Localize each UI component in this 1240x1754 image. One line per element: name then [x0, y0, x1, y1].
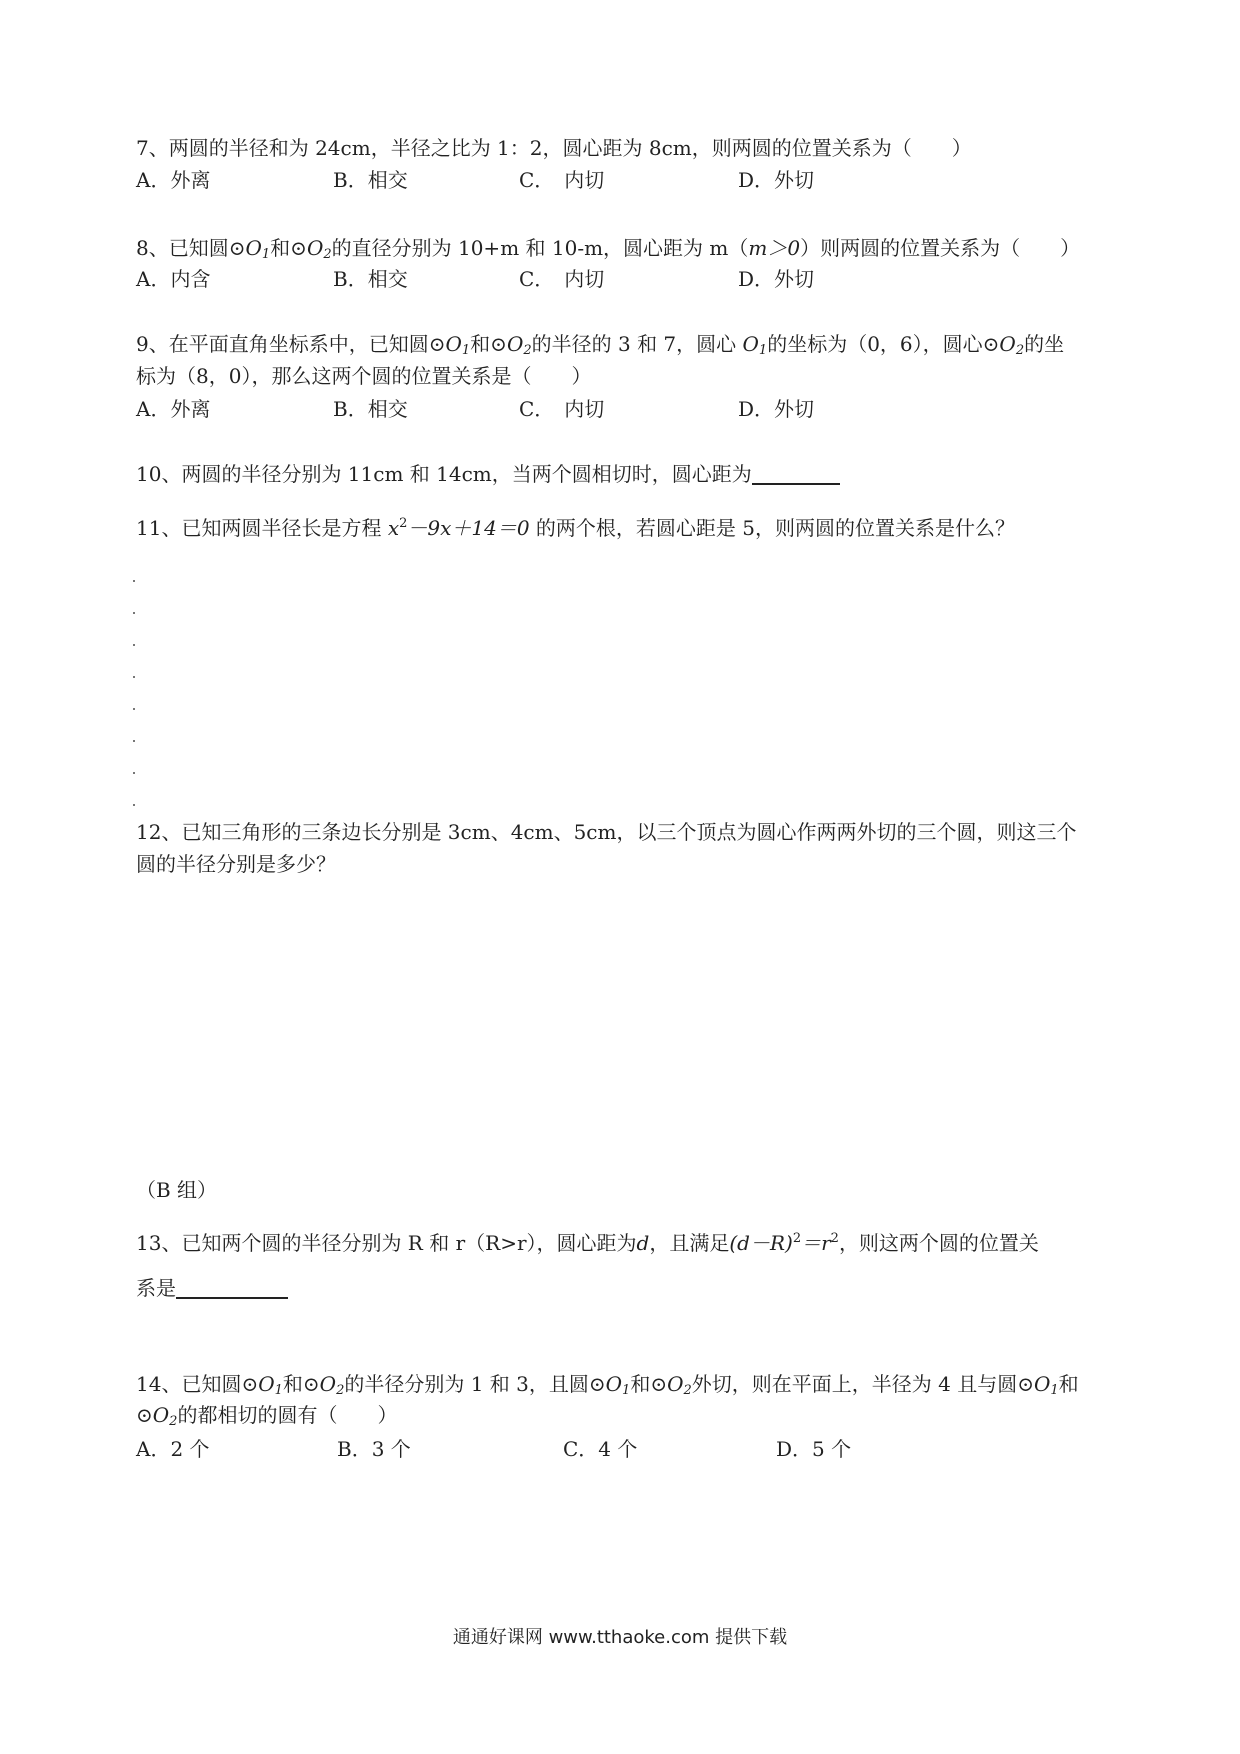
quadratic-equation: －9x＋14＝0	[407, 516, 530, 540]
question-9-stem-line-1: 9、在平面直角坐标系中，已知圆$⊙O_1$和$⊙O_2$的半径的 3 和 7，圆心 $O_1$的坐标为（0，6），圆心$⊙O_2$的坐	[136, 332, 1065, 358]
answer-space-marker	[133, 644, 135, 646]
question-7-option-b: B．相交	[333, 168, 408, 192]
question-14-option-a: A．2 个	[136, 1437, 210, 1461]
section-heading-group-b: （B 组）	[136, 1178, 218, 1202]
answer-space-marker	[133, 740, 135, 742]
question-14-option-c: C．4 个	[563, 1437, 638, 1461]
answer-space-marker	[133, 804, 135, 806]
question-13-stem-line-2: 系是	[136, 1274, 288, 1302]
question-8-stem: 8、已知圆$⊙O_1$和$⊙O_2$的直径分别为 10+m 和 10-m，圆心距为 m（m＞0）则两圆的位置关系为（ ）	[136, 236, 1081, 262]
question-14-stem-line-1: 14、已知圆$⊙O_1$和$⊙O_2$的半径分别为 1 和 3，且圆$⊙O_1$和$⊙O_2$外切，则在平面上，半径为 4 且与圆$⊙O_1$和	[136, 1372, 1079, 1398]
question-14-stem-line-2: $⊙O_2$的都相切的圆有（ ）	[136, 1403, 398, 1429]
question-8-option-d: D．外切	[738, 267, 815, 291]
question-14-option-d: D．5 个	[776, 1437, 852, 1461]
question-10-stem: 10、两圆的半径分别为 11cm 和 14cm，当两个圆相切时，圆心距为	[136, 460, 840, 488]
question-9-option-b: B．相交	[333, 397, 408, 421]
question-14-option-b: B．3 个	[337, 1437, 411, 1461]
question-7-stem: 7、两圆的半径和为 24cm，半径之比为 1：2，圆心距为 8cm，则两圆的位置关系为（ ）	[136, 136, 972, 160]
question-9-stem-line-2: 标为（8，0），那么这两个圆的位置关系是（ ）	[136, 364, 592, 388]
question-7-option-d: D．外切	[738, 168, 815, 192]
question-12-stem-line-2: 圆的半径分别是多少？	[136, 852, 336, 876]
answer-space-marker	[133, 580, 135, 582]
question-8-option-a: A．内含	[136, 267, 211, 291]
answer-blank	[752, 463, 840, 485]
answer-space-marker	[133, 612, 135, 614]
question-11-stem: 11、已知两圆半径长是方程 $x^2-9x+14=0$ 的两个根，若圆心距是 5，则两圆的位置关系是什么？	[136, 516, 1016, 540]
page-footer: 通通好课网 www.tthaoke.com 提供下载	[452, 1627, 788, 1648]
question-8-option-b: B．相交	[333, 267, 408, 291]
answer-space-marker	[133, 708, 135, 710]
question-12-stem-line-1: 12、已知三角形的三条边长分别是 3cm、4cm、5cm，以三个顶点为圆心作两两外切的三个圆，则这三个	[136, 820, 1077, 844]
question-9-option-c: C． 内切	[519, 397, 605, 421]
condition-m-positive: m＞0	[748, 236, 801, 260]
answer-blank	[176, 1277, 288, 1299]
question-9-option-d: D．外切	[738, 397, 815, 421]
question-13-stem-line-1: 13、已知两个圆的半径分别为 R 和 r（R>r），圆心距为d，且满足$(d-R)^2=r^2$，则这两个圆的位置关	[136, 1231, 1039, 1255]
condition-equation: (d－R)	[729, 1231, 793, 1255]
question-8-option-c: C． 内切	[519, 267, 605, 291]
answer-space-marker	[133, 772, 135, 774]
question-7-option-a: A．外离	[136, 168, 211, 192]
answer-space-marker	[133, 676, 135, 678]
question-7-option-c: C． 内切	[519, 168, 605, 192]
question-9-option-a: A．外离	[136, 397, 211, 421]
